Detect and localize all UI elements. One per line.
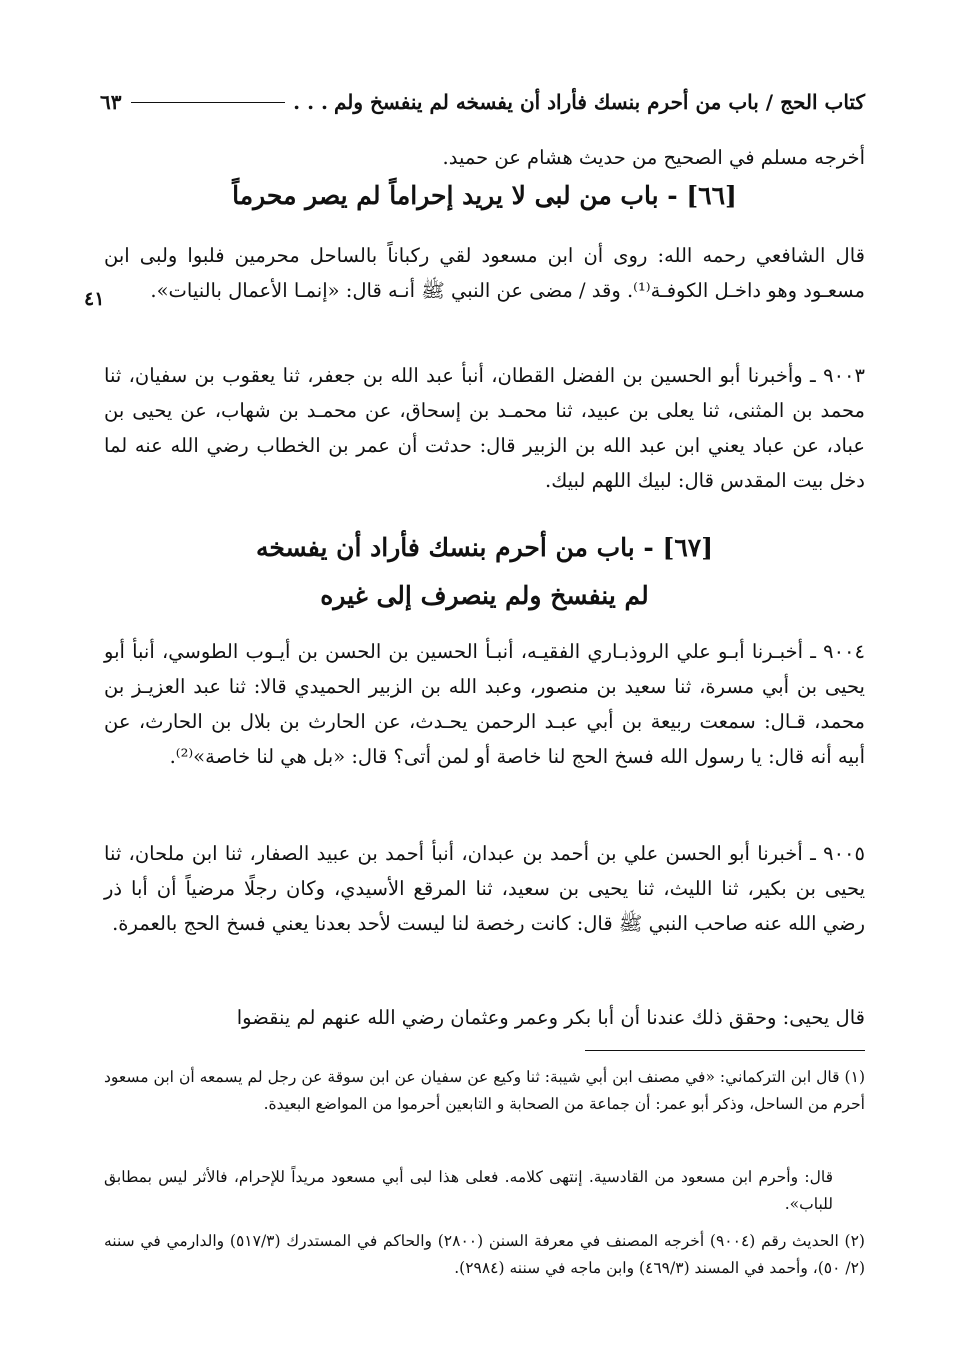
hadith-9005: ٩٠٠٥ ـ أخبرنا أبو الحسن علي بن أحمد بن عبدان، أنبأ أحمد بن عبيد الصفار، ثنا ابن ملحان، ثنا يحيى بن بكير، ثنا الليث، ثنا يحيى بن سعيد، ثنا المرقع الأسيدي، وكان رجلًا مرضياً أن أبا ذر رضي الله عنه صاحب النبي ﷺ قال: كانت رخصة لنا ليست لأحد بعدنا يعني فسخ الحج بالعمرة. [104,842,865,935]
footnote-2-text: الحديث رقم (٩٠٠٤) أخرجه المصنف في معرفة السنن (٢٨٠٠) والحاكم في المستدرك (٥١٧/٣) والدارمي في سننه (٢/ ٥٠)، وأحمد في المسند (٤٦٩/٣) وابن ماجه في سننه (٢٩٨٤). [104,1232,865,1277]
footnote-2 [104,1228,865,1282]
hadith-9004: ٩٠٠٤ ـ أخبـرنا أبـو علي الروذبـاري الفقيـه، أنبـأ الحسين بن الحسن بن أيـوب الطوسي، أنبأ أبو يحيى بن أبي مسرة، ثنا سعيد بن منصور، وعبد الله بن الزبير الحميدي قالا: ثنا عبد العزيـز بن محمد، قـال: سمعت ربيعة بن أبي عبـد الرحمن يحـدث، عن الحارث بن بلال بن الحارث، عن أبيه أنه قال: يا رسول الله فسخ الحج لنا خاصة أو لمن أتى؟ قال: «بل هي لنا خاصة»⁽²⁾. [104,640,865,768]
header-ellipsis: . . . [293,90,328,114]
shafii-paragraph: قال الشافعي رحمه الله: روى أن ابن مسعود لقي ركباناً بالساحل محرمين فلبوا ولبى ابن مسعـود وهو داخـل الكوفـة⁽¹⁾. وقد / مضى عن النبي ﷺ أنـه قال: «إنمـا الأعمال بالنيات». [104,244,865,302]
running-header [100,84,865,120]
page-number: ٦٣ [100,90,122,114]
chapter-heading-66: [٦٦] - باب من لبى لا يريد إحراماً لم يصر محرماً [232,181,737,210]
footnote-separator [585,1050,865,1051]
hadith-9003: ٩٠٠٣ ـ وأخبرنا أبو الحسين بن الفضل القطان، أنبأ عبد الله بن جعفر، ثنا يعقوب بن سفيان، ثنا محمد بن المثنى، ثنا يعلى بن عبيد، ثنا محمـد بن إسحاق، عن محمـد بن شهاب، عن يحيى بن عباد، عن عباد يعني ابن عبد الله بن الزبير قال: حدثت أن عمر بن الخطاب رضي الله عنه لما دخل بيت المقدس قال: لبيك اللهم لبيك. [104,364,865,492]
margin-reference: ٤١ [84,288,105,310]
footnote-1-text: قال ابن التركماني: «في مصنف ابن أبي شيبة: ثنا وكيع عن سفيان عن ابن سوقة عن رجل لم يسمعه أن ابن مسعود أحرم من الساحل، وذكر أبو عمر: أن جماعة من الصحابة و التابعين أحرموا من المواضع البعيدة. [104,1068,865,1113]
intro-line: أخرجه مسلم في الصحيح من حديث هشام عن حميد. [442,146,865,169]
header-title: كتاب الحج / باب من أحرم بنسك فأراد أن يفسخه لم ينفسخ ولم [334,90,865,114]
footnote-1 [104,1064,865,1118]
yahya-line: قال يحيى: وحقق ذلك عندنا أن أبا بكر وعمر وعثمان رضي الله عنهم لم ينقضوا [236,1006,865,1029]
chapter-heading-67-line2: لم ينفسخ ولم ينصرف إلى غيره [320,581,649,610]
chapter-heading-67-line1: [٦٧] - باب من أحرم بنسك فأراد أن يفسخه [255,533,714,562]
header-rule [131,102,285,103]
footnote-1-number: (١) [844,1068,865,1086]
footnote-1-continuation: قال: وأحرم ابن مسعود من القادسية. إنتهى كلامه. فعلى هذا لبى أبي مسعود مريداً للإحرام، فالأثر ليس بمطابق للباب». [104,1168,833,1213]
footnote-2-number: (٢) [844,1232,865,1250]
